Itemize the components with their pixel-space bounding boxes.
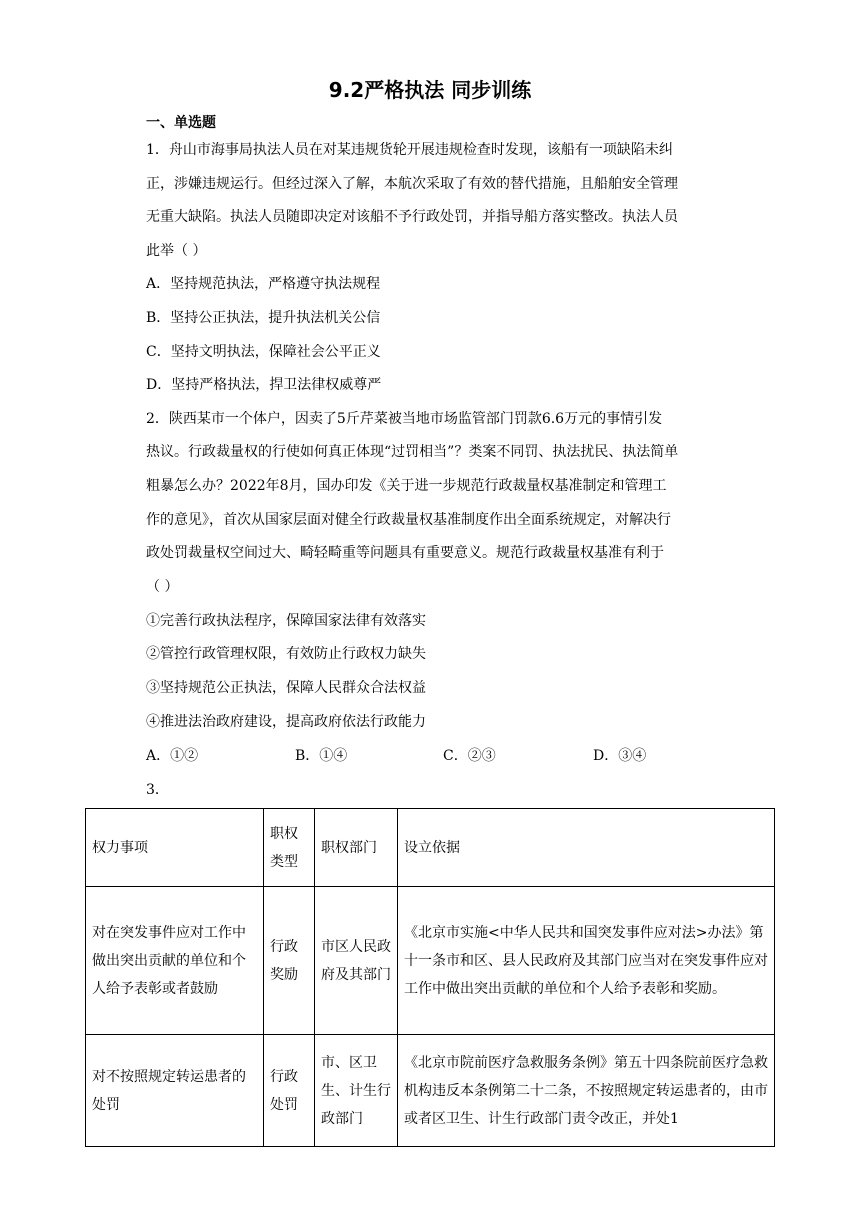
table-cell: 《北京市院前医疗急救服务条例》第五十四条院前医疗急救机构违反本条例第二十二条，不按照规定转运患者的，由市或者区卫生、计生行政部门责令改正，并处1 (398, 1035, 775, 1147)
q2-option-b: B．①④ (295, 748, 348, 764)
table-cell: 对在突发事件应对工作中做出突出贡献的单位和个人给予表彰或者鼓励 (86, 887, 264, 1035)
table-header-cell: 设立依据 (398, 809, 775, 887)
q1-line: 此举（ ） (146, 243, 207, 259)
authority-table (85, 808, 775, 1147)
q2-line: 作的意见》，首次从国家层面对健全行政裁量权基准制度作出全面系统规定，对解决行 (146, 512, 671, 528)
q1-line: 正，涉嫌违规运行。但经过深入了解，本航次采取了有效的替代措施，且船舶安全管理 (146, 176, 678, 192)
q2-option-c: C．②③ (443, 748, 496, 764)
table-cell: 对不按照规定转运患者的处罚 (86, 1035, 264, 1147)
section-heading: 一、单选题 (146, 115, 216, 131)
table-cell: 行政处罚 (264, 1035, 315, 1147)
table-row (86, 887, 775, 1035)
table-cell: 行政奖励 (264, 887, 315, 1035)
q2-statement-2: ②管控行政管理权限，有效防止行政权力缺失 (146, 646, 426, 662)
q2-line: （ ） (146, 579, 179, 595)
table-cell: 市、区卫生、计生行政部门 (315, 1035, 398, 1147)
q1-option-b: B．坚持公正执法，提升执法机关公信 (146, 310, 381, 326)
q2-option-a: A．①② (146, 748, 199, 764)
table-header-cell: 权力事项 (86, 809, 264, 887)
q2-line: 热议。行政裁量权的行使如何真正体现“过罚相当”？类案不同罚、执法扰民、执法简单 (146, 444, 679, 460)
q1-line: 无重大缺陷。执法人员随即决定对该船不予行政处罚，并指导船方落实整改。执法人员 (146, 209, 678, 225)
table-cell: 市区人民政府及其部门 (315, 887, 398, 1035)
table-cell: 《北京市实施<中华人民共和国突发事件应对法>办法》第十一条市和区、县人民政府及其部门应当对在突发事件应对工作中做出突出贡献的单位和个人给予表彰和奖励。 (398, 887, 775, 1035)
q2-statement-4: ④推进法治政府建设，提高政府依法行政能力 (146, 714, 426, 730)
table-header-cell: 职权部门 (315, 809, 398, 887)
q2-statement-3: ③坚持规范公正执法，保障人民群众合法权益 (146, 680, 426, 696)
q2-option-d: D．③④ (593, 748, 647, 764)
table-header-cell: 职权类型 (264, 809, 315, 887)
q3-number: 3． (146, 782, 169, 798)
q2-statement-1: ①完善行政执法程序，保障国家法律有效落实 (146, 613, 426, 629)
page-title: 9.2严格执法 同步训练 (328, 78, 532, 102)
table-header-row (86, 809, 775, 887)
q1-option-a: A．坚持规范执法，严格遵守执法规程 (146, 276, 381, 292)
q1-line: 1．舟山市海事局执法人员在对某违规货轮开展违规检查时发现，该船有一项缺陷未纠 (146, 142, 673, 158)
q2-line: 2．陕西某市一个体户，因卖了5斤芹菜被当地市场监管部门罚款6.6万元的事情引发 (146, 411, 663, 427)
table-row (86, 1035, 775, 1147)
q2-line: 粗暴怎么办？2022年8月，国办印发《关于进一步规范行政裁量权基准制定和管理工 (146, 478, 667, 494)
q1-option-d: D．坚持严格执法，捍卫法律权威尊严 (146, 377, 382, 393)
q1-option-c: C．坚持文明执法，保障社会公平正义 (146, 344, 381, 360)
q2-line: 政处罚裁量权空间过大、畸轻畸重等问题具有重要意义。规范行政裁量权基准有利于 (146, 545, 664, 561)
